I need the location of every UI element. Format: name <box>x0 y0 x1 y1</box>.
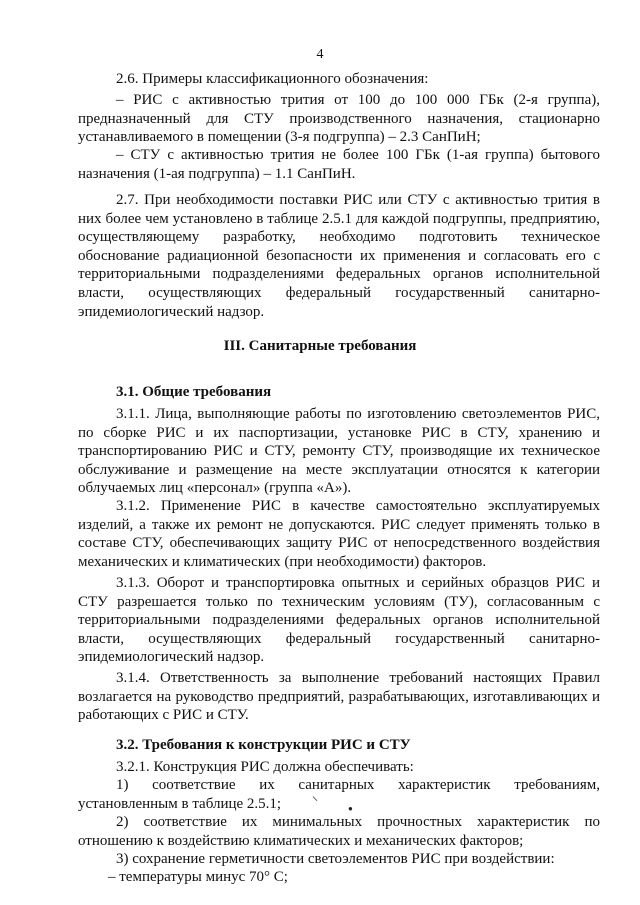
paragraph-3-1-3: 3.1.3. Оборот и транспортировка опытных и серийных образцов РИС и СТУ разрешается только по техническим условиям (ТУ), согласованным с территориальными подразделениями федеральных органов исполнительной власти, осуществляющих федеральный государственный санитарно-эпидемиологический надзор. <box>78 575 600 666</box>
paragraph-3-1-4: 3.1.4. Ответственность за выполнение требований настоящих Правил возлагается на руководство предприятий, разрабатывающих, изготавливающих и работающих с РИС и СТУ. <box>78 670 600 724</box>
paragraph-3-1-2: 3.1.2. Применение РИС в качестве самостоятельно эксплуатируемых изделий, а также их ремонт не допускаются. РИС следует применять только в составе СТУ, обеспечивающих защиту РИС от непосредственного воздействия механических и климатических (при необходимости) факторов. <box>78 498 600 570</box>
paragraph-2-6-intro: 2.6. Примеры классификационного обозначения: <box>116 71 429 87</box>
paragraph-2-7: 2.7. При необходимости поставки РИС или СТУ с активностью трития в них более чем установлено в таблице 2.5.1 для каждой подгруппы, предприятию, осуществляющему разработку, необходимо подготовить техническое обоснование радиационной безопасности их применения и согласовать его с территориальными подразделениями федеральных органов исполнительной власти, осуществляющих федеральный государственный санитарно-эпидемиологический надзор. <box>78 192 600 320</box>
scan-mark: ⸌ <box>312 794 319 808</box>
scan-dot: ● <box>348 804 353 813</box>
paragraph-2-6-item-2: – СТУ с активностью трития не более 100 ГБк (1-ая группа) бытового назначения (1-ая подгруппа) – 1.1 СанПиН. <box>78 147 600 182</box>
page-number: 4 <box>316 47 324 62</box>
paragraph-3-2-1: 3.2.1. Конструкция РИС должна обеспечивать: <box>116 759 414 775</box>
paragraph-2-6-item-1: – РИС с активностью трития от 100 до 100 000 ГБк (2-я группа), предназначенный для СТУ производственного назначения, стационарно устанавливаемого в помещении (3-я подгруппа) – 2.3 СанПиН; <box>78 92 600 146</box>
paragraph-3-2-item-1: 1) соответствие их санитарных характеристик требованиям, установленным в таблице 2.5.1; <box>78 777 600 812</box>
paragraph-3-1-1: 3.1.1. Лица, выполняющие работы по изготовлению светоэлементов РИС, по сборке РИС и их паспортизации, установке РИС в СТУ, хранению и транспортированию РИС и СТУ, ремонту СТУ, производящие их техническое обслуживание и размещение на месте эксплуатации относятся к категории облучаемых лиц «персонал» (группа «А»). <box>78 406 600 497</box>
paragraph-3-2-temperature: – температуры минус 70° С; <box>108 869 288 885</box>
chapter-3-title: III. Санитарные требования <box>223 338 417 354</box>
section-3-1-title: 3.1. Общие требования <box>116 384 272 400</box>
section-3-2-title: 3.2. Требования к конструкции РИС и СТУ <box>116 737 411 753</box>
paragraph-3-2-item-3: 3) сохранение герметичности светоэлементов РИС при воздействии: <box>116 851 555 867</box>
paragraph-3-2-item-2: 2) соответствие их минимальных прочностных характеристик по отношению к воздействию климатических и механических факторов; <box>78 814 600 849</box>
